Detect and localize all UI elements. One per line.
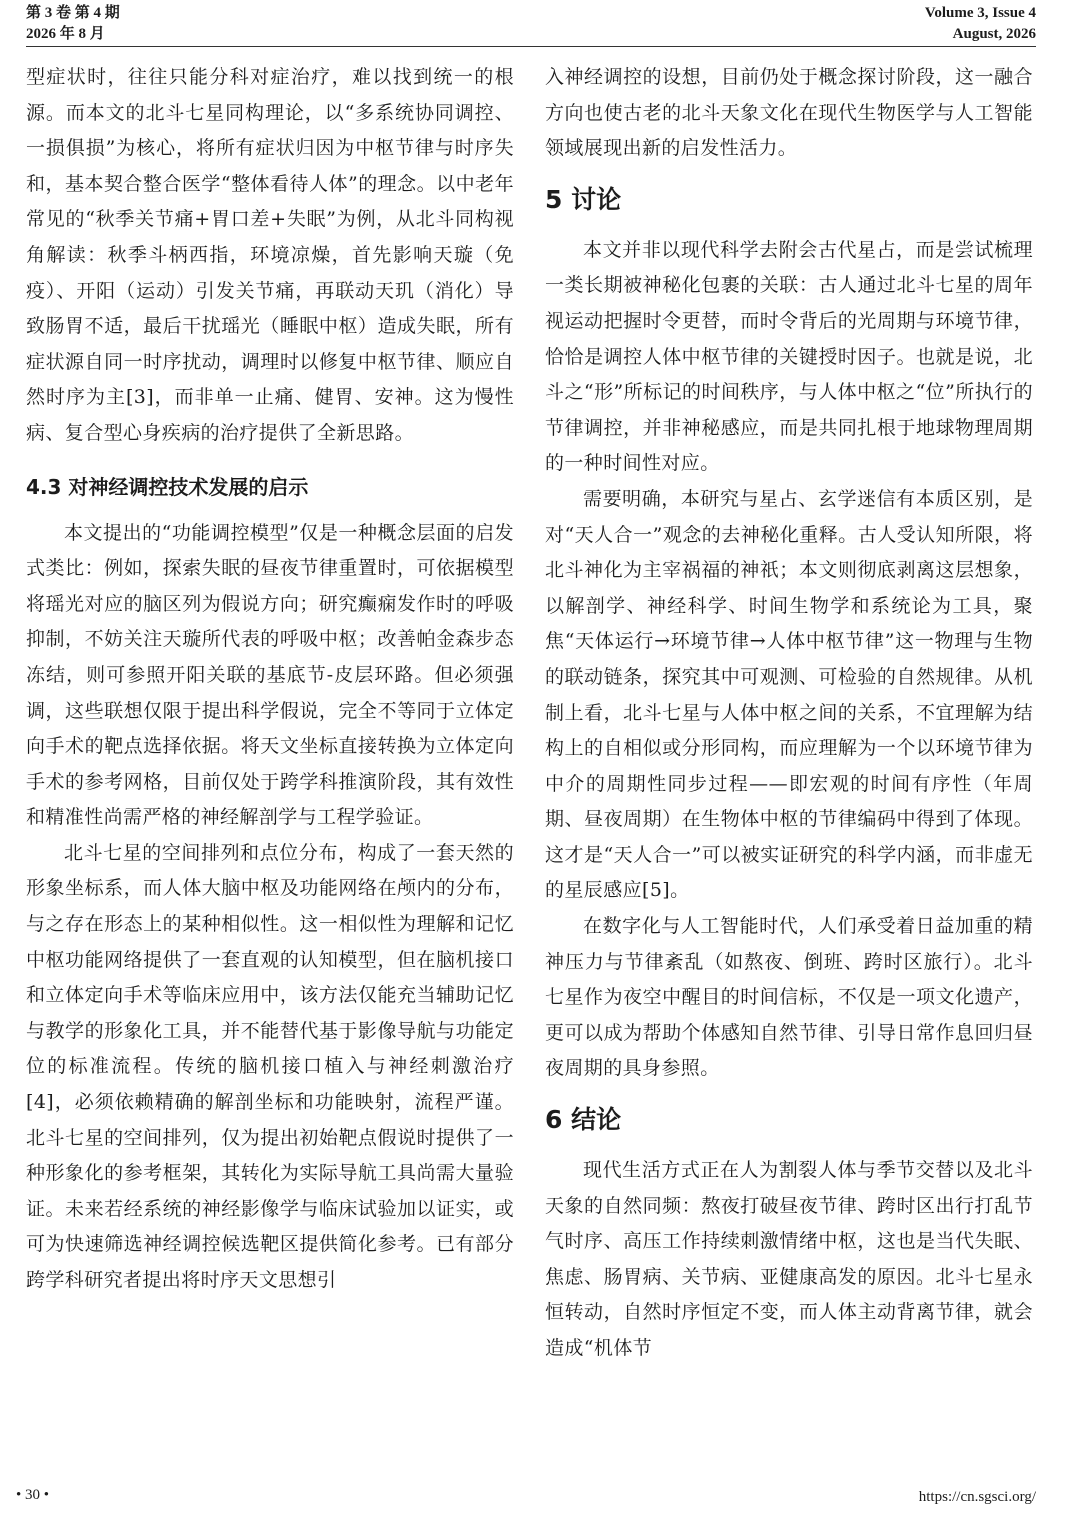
section-6-heading: 6 结论: [545, 1105, 622, 1135]
paragraph: 北斗七星的空间排列和点位分布，构成了一套天然的形象坐标系，而人体大脑中枢及功能网络在颅内的分布，与之存在形态上的某种相似性。这一相似性为理解和记忆中枢功能网络提供了一套直观的认知模型，但在脑机接口和立体定向手术等临床应用中，该方法仅能充当辅助记忆与教学的形象化工具，并不能替代基于影像导航与功能定位的标准流程。传统的脑机接口植入与神经刺激治疗[4]，必须依赖精确的解剖坐标和功能映射，流程严谨。北斗七星的空间排列，仅为提出初始靶点假说时提供了一种形象化的参考框架，其转化为实际导航工具尚需大量验证。未来若经系统的神经影像学与临床试验加以证实，或可为快速筛选神经调控候选靶区提供简化参考。已有部分跨学科研究者提出将时序天文思想引: [26, 841, 514, 1291]
page-number: • 30 •: [16, 1487, 50, 1503]
page-header: [26, 3, 1036, 47]
date-en: August, 2026: [952, 26, 1036, 42]
date-cn: 2026 年 8 月: [26, 26, 105, 42]
paragraph-continued: 型症状时，往往只能分科对症治疗，难以找到统一的根源。而本文的北斗七星同构理论，以“多系统协同调控、一损俱损”为核心，将所有症状归因为中枢节律与时序失和，基本契合整合医学“整体看待人体”的理念。以中老年常见的“秋季关节痛+胃口差+失眠”为例，从北斗同构视角解读：秋季斗柄西指，环境凉燥，首先影响天璇（免疫）、开阳（运动）引发关节痛，再联动天玑（消化）导致肠胃不适，最后干扰瑶光（睡眠中枢）造成失眠，所有症状源自同一时序扰动，调理时以修复中枢节律、顺应自然时序为主[3]，而非单一止痛、健胃、安神。这为慢性病、复合型心身疾病的治疗提供了全新思路。: [26, 66, 514, 444]
paragraph: 在数字化与人工智能时代，人们承受着日益加重的精神压力与节律紊乱（如熬夜、倒班、跨时区旅行）。北斗七星作为夜空中醒目的时间信标，不仅是一项文化遗产，更可以成为帮助个体感知自然节律、引导日常作息回归昼夜周期的具身参照。: [545, 915, 1033, 1080]
section-5-heading: 5 讨论: [545, 184, 622, 214]
left-column: [26, 60, 514, 1299]
journal-issue-info: [26, 3, 120, 45]
right-column: [545, 60, 1033, 1367]
volume-issue-en: Volume 3, Issue 4: [924, 5, 1036, 21]
paragraph: 本文并非以现代科学去附会古代星占，而是尝试梳理一类长期被神秘化包裹的关联：古人通过北斗七星的周年视运动把握时令更替，而时令背后的光周期与环境节律，恰恰是调控人体中枢节律的关键授时因子。也就是说，北斗之“形”所标记的时间秩序，与人体中枢之“位”所执行的节律调控，并非神秘感应，而是共同扎根于地球物理周期的一种时间性对应。: [545, 238, 1033, 475]
section-4-3-heading: 4.3 对神经调控技术发展的启示: [26, 474, 309, 499]
journal-url[interactable]: https://cn.sgsci.org/: [918, 1489, 1036, 1505]
paragraph: 现代生活方式正在人为割裂人体与季节交替以及北斗天象的自然同频：熬夜打破昼夜节律、跨时区出行打乱节气时序、高压工作持续刺激情绪中枢，这也是当代失眠、焦虑、肠胃病、关节病、亚健康高发的原因。北斗七星永恒转动，自然时序恒定不变，而人体主动背离节律，就会造成“机体节: [545, 1159, 1033, 1359]
paragraph: 本文提出的“功能调控模型”仅是一种概念层面的启发式类比：例如，探索失眠的昼夜节律重置时，可依据模型将瑶光对应的脑区列为假说方向；研究癫痫发作时的呼吸抑制，不妨关注天璇所代表的呼吸中枢；改善帕金森步态冻结，则可参照开阳关联的基底节-皮层环路。但必须强调，这些联想仅限于提出科学假说，完全不等同于立体定向手术的靶点选择依据。将天文坐标直接转换为立体定向手术的参考网格，目前仅处于跨学科推演阶段，其有效性和精准性尚需严格的神经解剖学与工程学验证。: [26, 521, 514, 829]
paragraph: 需要明确，本研究与星占、玄学迷信有本质区别，是对“天人合一”观念的去神秘化重释。古人受认知所限，将北斗神化为主宰祸福的神祇；本文则彻底剥离这层想象，以解剖学、神经科学、时间生物学和系统论为工具，聚焦“天体运行→环境节律→人体中枢节律”这一物理与生物的联动链条，探究其中可观测、可检验的自然规律。从机制上看，北斗七星与人体中枢之间的关系，不宜理解为结构上的自相似或分形同构，而应理解为一个以环境节律为中介的周期性同步过程——即宏观的时间有序性（年周期、昼夜周期）在生物体中枢的节律编码中得到了体现。这才是“天人合一”可以被实证研究的科学内涵，而非虚无的星辰感应[5]。: [545, 487, 1033, 902]
paragraph-continued: 入神经调控的设想，目前仍处于概念探讨阶段，这一融合方向也使古老的北斗天象文化在现代生物医学与人工智能领域展现出新的启发性活力。: [545, 66, 1033, 160]
journal-issue-info-en: [925, 3, 1036, 45]
volume-issue-cn: 第 3 卷 第 4 期: [26, 5, 120, 21]
